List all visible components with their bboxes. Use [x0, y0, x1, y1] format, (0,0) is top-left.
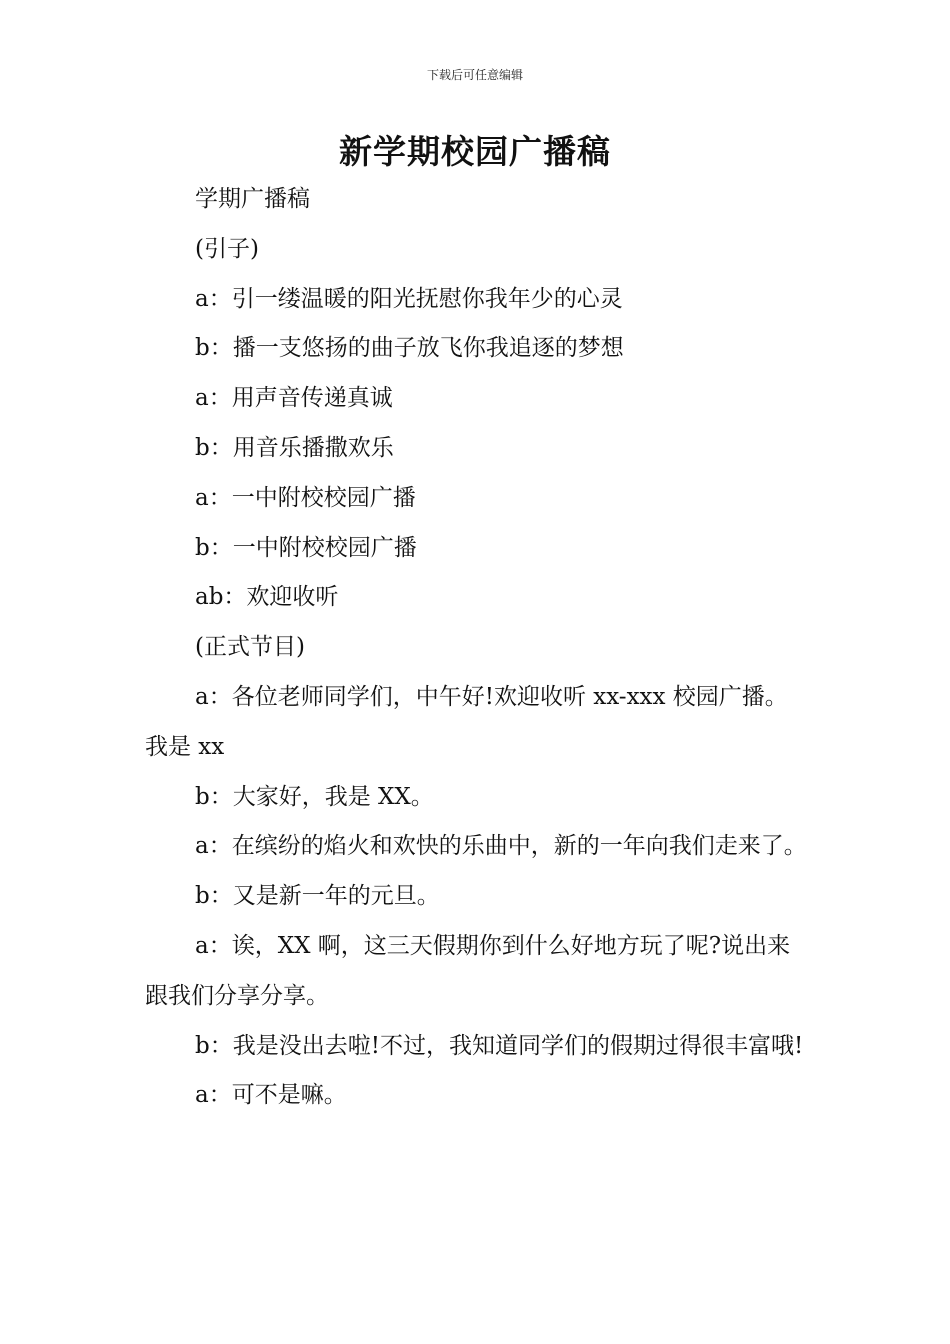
paragraph: ab：欢迎收听	[195, 584, 339, 611]
document-title: 新学期校园广播稿	[339, 132, 611, 171]
paragraph: b：一中附校校园广播	[195, 534, 417, 561]
paragraph: a：各位老师同学们，中午好!欢迎收听 xx-xxx 校园广播。我是 xx	[145, 683, 788, 760]
paragraph: a：诶，XX 啊，这三天假期你到什么好地方玩了呢?说出来跟我们分享分享。	[145, 932, 791, 1009]
paragraph: a：可不是嘛。	[195, 1082, 347, 1109]
paragraph: a：一中附校校园广播	[195, 484, 416, 511]
paragraph: a：引一缕温暖的阳光抚慰你我年少的心灵	[195, 285, 623, 312]
paragraph: a：用声音传递真诚	[195, 385, 393, 412]
document-body	[145, 175, 810, 1121]
paragraph: b：播一支悠扬的曲子放飞你我追逐的梦想	[195, 335, 624, 362]
page-header-note: 下载后可任意编辑	[426, 68, 523, 82]
paragraph: 学期广播稿	[195, 186, 310, 212]
paragraph: b：我是没出去啦!不过，我知道同学们的假期过得很丰富哦!	[195, 1032, 804, 1059]
paragraph: b：大家好，我是 XX。	[195, 783, 434, 810]
paragraph: b：用音乐播撒欢乐	[195, 434, 394, 461]
paragraph: b：又是新一年的元旦。	[195, 883, 440, 910]
paragraph: a：在缤纷的焰火和欢快的乐曲中，新的一年向我们走来了。	[195, 833, 807, 860]
paragraph: (引子)	[195, 235, 259, 262]
paragraph: (正式节目)	[195, 634, 305, 661]
